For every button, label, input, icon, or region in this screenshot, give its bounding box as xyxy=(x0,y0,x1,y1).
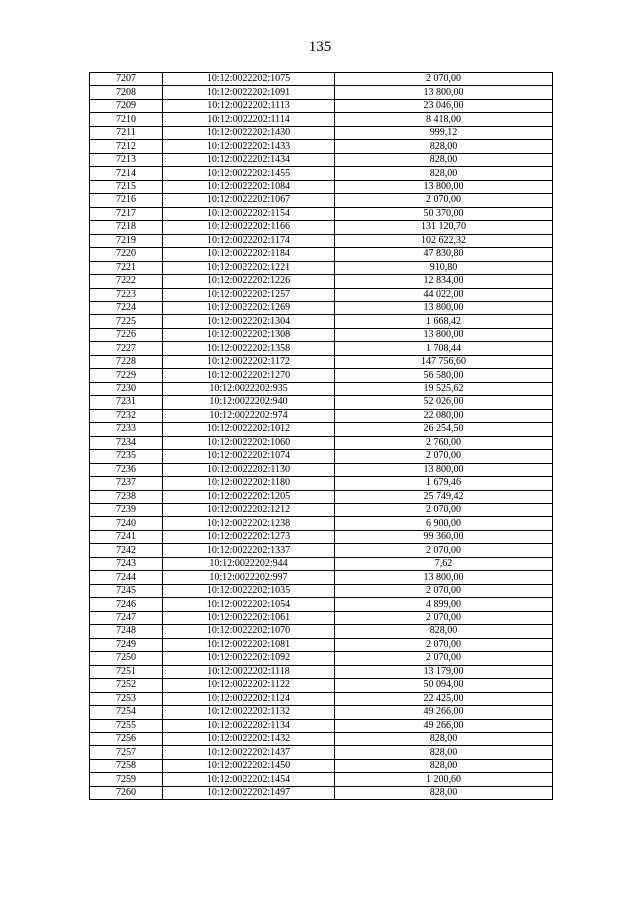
row-number-cell: 7242 xyxy=(90,544,163,557)
amount-cell: 828,00 xyxy=(335,625,553,638)
amount-cell: 2 070,00 xyxy=(335,584,553,597)
row-number-cell: 7217 xyxy=(90,207,163,220)
row-number-cell: 7210 xyxy=(90,113,163,126)
cadastral-number-cell: 10:12:0022202:1012 xyxy=(163,423,335,436)
cadastral-number-cell: 10:12:0022202:1124 xyxy=(163,692,335,705)
amount-cell: 131 120,70 xyxy=(335,221,553,234)
cadastral-number-cell: 10:12:0022202:1074 xyxy=(163,450,335,463)
cadastral-number-cell: 10:12:0022202:1184 xyxy=(163,248,335,261)
amount-cell: 12 834,00 xyxy=(335,275,553,288)
cadastral-number-cell: 10:12:0022202:1205 xyxy=(163,490,335,503)
amount-cell: 13 800,00 xyxy=(335,86,553,99)
row-number-cell: 7257 xyxy=(90,746,163,759)
row-number-cell: 7252 xyxy=(90,679,163,692)
table-row xyxy=(90,275,553,288)
amount-cell: 828,00 xyxy=(335,140,553,153)
row-number-cell: 7213 xyxy=(90,153,163,166)
row-number-cell: 7249 xyxy=(90,638,163,651)
table-row xyxy=(90,692,553,705)
table-row xyxy=(90,396,553,409)
table-row xyxy=(90,625,553,638)
amount-cell: 2 070,00 xyxy=(335,652,553,665)
cadastral-number-cell: 10:12:0022202:1433 xyxy=(163,140,335,153)
amount-cell: 49 266,00 xyxy=(335,719,553,732)
amount-cell: 22 425,00 xyxy=(335,692,553,705)
amount-cell: 102 622,32 xyxy=(335,234,553,247)
row-number-cell: 7239 xyxy=(90,504,163,517)
table-row xyxy=(90,99,553,112)
amount-cell: 13 800,00 xyxy=(335,180,553,193)
table-body xyxy=(90,73,553,800)
amount-cell: 1 679,46 xyxy=(335,477,553,490)
row-number-cell: 7250 xyxy=(90,652,163,665)
table-row xyxy=(90,73,553,86)
table-row xyxy=(90,328,553,341)
cadastral-number-cell: 10:12:0022202:944 xyxy=(163,557,335,570)
row-number-cell: 7223 xyxy=(90,288,163,301)
cadastral-number-cell: 10:12:0022202:1221 xyxy=(163,261,335,274)
cadastral-number-cell: 10:12:0022202:1114 xyxy=(163,113,335,126)
table-row xyxy=(90,504,553,517)
row-number-cell: 7241 xyxy=(90,530,163,543)
cadastral-number-cell: 10:12:0022202:1432 xyxy=(163,732,335,745)
amount-cell: 49 266,00 xyxy=(335,706,553,719)
row-number-cell: 7214 xyxy=(90,167,163,180)
amount-cell: 56 580,00 xyxy=(335,369,553,382)
cadastral-number-cell: 10:12:0022202:1174 xyxy=(163,234,335,247)
row-number-cell: 7208 xyxy=(90,86,163,99)
table-row xyxy=(90,409,553,422)
cadastral-number-cell: 10:12:0022202:1061 xyxy=(163,611,335,624)
cadastral-number-cell: 10:12:0022202:997 xyxy=(163,571,335,584)
row-number-cell: 7246 xyxy=(90,598,163,611)
row-number-cell: 7228 xyxy=(90,355,163,368)
cadastral-number-cell: 10:12:0022202:1238 xyxy=(163,517,335,530)
table-row xyxy=(90,436,553,449)
table-row xyxy=(90,450,553,463)
amount-cell: 2 070,00 xyxy=(335,194,553,207)
table-row xyxy=(90,194,553,207)
table-row xyxy=(90,301,553,314)
amount-cell: 50 094,00 xyxy=(335,679,553,692)
amount-cell: 13 800,00 xyxy=(335,571,553,584)
table-row xyxy=(90,113,553,126)
cadastral-number-cell: 10:12:0022202:974 xyxy=(163,409,335,422)
amount-cell: 2 070,00 xyxy=(335,611,553,624)
row-number-cell: 7226 xyxy=(90,328,163,341)
cadastral-number-cell: 10:12:0022202:1132 xyxy=(163,706,335,719)
row-number-cell: 7258 xyxy=(90,759,163,772)
cadastral-number-cell: 10:12:0022202:1308 xyxy=(163,328,335,341)
row-number-cell: 7221 xyxy=(90,261,163,274)
cadastral-number-cell: 10:12:0022202:1130 xyxy=(163,463,335,476)
cadastral-number-cell: 10:12:0022202:1430 xyxy=(163,126,335,139)
amount-cell: 22 080,00 xyxy=(335,409,553,422)
table-row xyxy=(90,571,553,584)
table-row xyxy=(90,315,553,328)
amount-cell: 828,00 xyxy=(335,786,553,799)
cadastral-number-cell: 10:12:0022202:1134 xyxy=(163,719,335,732)
row-number-cell: 7235 xyxy=(90,450,163,463)
cadastral-number-cell: 10:12:0022202:1257 xyxy=(163,288,335,301)
table-row xyxy=(90,369,553,382)
table-row xyxy=(90,557,553,570)
row-number-cell: 7259 xyxy=(90,773,163,786)
table-row xyxy=(90,288,553,301)
amount-cell: 47 830,80 xyxy=(335,248,553,261)
amount-cell: 2 760,00 xyxy=(335,436,553,449)
amount-cell: 6 900,00 xyxy=(335,517,553,530)
row-number-cell: 7211 xyxy=(90,126,163,139)
amount-cell: 1 668,42 xyxy=(335,315,553,328)
amount-cell: 1 200,60 xyxy=(335,773,553,786)
table-row xyxy=(90,382,553,395)
cadastral-number-cell: 10:12:0022202:1226 xyxy=(163,275,335,288)
data-table xyxy=(89,72,553,800)
cadastral-number-cell: 10:12:0022202:1434 xyxy=(163,153,335,166)
row-number-cell: 7222 xyxy=(90,275,163,288)
amount-cell: 828,00 xyxy=(335,153,553,166)
row-number-cell: 7219 xyxy=(90,234,163,247)
row-number-cell: 7260 xyxy=(90,786,163,799)
table-row xyxy=(90,126,553,139)
cadastral-number-cell: 10:12:0022202:1172 xyxy=(163,355,335,368)
amount-cell: 1 708,44 xyxy=(335,342,553,355)
table-row xyxy=(90,517,553,530)
table-row xyxy=(90,732,553,745)
cadastral-number-cell: 10:12:0022202:1450 xyxy=(163,759,335,772)
table-row xyxy=(90,530,553,543)
cadastral-number-cell: 10:12:0022202:1154 xyxy=(163,207,335,220)
amount-cell: 50 370,00 xyxy=(335,207,553,220)
amount-cell: 4 899,00 xyxy=(335,598,553,611)
row-number-cell: 7209 xyxy=(90,99,163,112)
table-row xyxy=(90,261,553,274)
row-number-cell: 7220 xyxy=(90,248,163,261)
amount-cell: 2 070,00 xyxy=(335,544,553,557)
row-number-cell: 7253 xyxy=(90,692,163,705)
amount-cell: 2 070,00 xyxy=(335,450,553,463)
table-row xyxy=(90,746,553,759)
amount-cell: 52 026,00 xyxy=(335,396,553,409)
table-row xyxy=(90,679,553,692)
row-number-cell: 7245 xyxy=(90,584,163,597)
cadastral-number-cell: 10:12:0022202:1437 xyxy=(163,746,335,759)
row-number-cell: 7238 xyxy=(90,490,163,503)
table-row xyxy=(90,719,553,732)
amount-cell: 99 360,00 xyxy=(335,530,553,543)
cadastral-number-cell: 10:12:0022202:1455 xyxy=(163,167,335,180)
table-row xyxy=(90,248,553,261)
amount-cell: 7,62 xyxy=(335,557,553,570)
row-number-cell: 7256 xyxy=(90,732,163,745)
table-row xyxy=(90,490,553,503)
amount-cell: 13 800,00 xyxy=(335,301,553,314)
table-row xyxy=(90,180,553,193)
cadastral-number-cell: 10:12:0022202:1270 xyxy=(163,369,335,382)
amount-cell: 2 070,00 xyxy=(335,638,553,651)
table-row xyxy=(90,706,553,719)
cadastral-number-cell: 10:12:0022202:1269 xyxy=(163,301,335,314)
table-row xyxy=(90,86,553,99)
row-number-cell: 7232 xyxy=(90,409,163,422)
amount-cell: 2 070,00 xyxy=(335,504,553,517)
row-number-cell: 7224 xyxy=(90,301,163,314)
amount-cell: 44 022,00 xyxy=(335,288,553,301)
row-number-cell: 7237 xyxy=(90,477,163,490)
table-row xyxy=(90,544,553,557)
row-number-cell: 7244 xyxy=(90,571,163,584)
amount-cell: 828,00 xyxy=(335,732,553,745)
row-number-cell: 7251 xyxy=(90,665,163,678)
amount-cell: 25 749,42 xyxy=(335,490,553,503)
table-row xyxy=(90,584,553,597)
cadastral-number-cell: 10:12:0022202:1118 xyxy=(163,665,335,678)
table-row xyxy=(90,786,553,799)
table-row xyxy=(90,598,553,611)
table-row xyxy=(90,153,553,166)
cadastral-number-cell: 10:12:0022202:1337 xyxy=(163,544,335,557)
row-number-cell: 7231 xyxy=(90,396,163,409)
amount-cell: 828,00 xyxy=(335,746,553,759)
cadastral-number-cell: 10:12:0022202:1092 xyxy=(163,652,335,665)
amount-cell: 19 525,62 xyxy=(335,382,553,395)
row-number-cell: 7254 xyxy=(90,706,163,719)
cadastral-number-cell: 10:12:0022202:1113 xyxy=(163,99,335,112)
amount-cell: 23 046,00 xyxy=(335,99,553,112)
table-row xyxy=(90,207,553,220)
table-row xyxy=(90,140,553,153)
cadastral-number-cell: 10:12:0022202:1060 xyxy=(163,436,335,449)
row-number-cell: 7243 xyxy=(90,557,163,570)
row-number-cell: 7216 xyxy=(90,194,163,207)
cadastral-number-cell: 10:12:0022202:1273 xyxy=(163,530,335,543)
row-number-cell: 7233 xyxy=(90,423,163,436)
row-number-cell: 7207 xyxy=(90,73,163,86)
row-number-cell: 7240 xyxy=(90,517,163,530)
cadastral-number-cell: 10:12:0022202:1067 xyxy=(163,194,335,207)
row-number-cell: 7247 xyxy=(90,611,163,624)
row-number-cell: 7248 xyxy=(90,625,163,638)
cadastral-number-cell: 10:12:0022202:1081 xyxy=(163,638,335,651)
row-number-cell: 7218 xyxy=(90,221,163,234)
table-row xyxy=(90,234,553,247)
cadastral-number-cell: 10:12:0022202:935 xyxy=(163,382,335,395)
table-row xyxy=(90,221,553,234)
table-row xyxy=(90,355,553,368)
table-row xyxy=(90,342,553,355)
amount-cell: 13 179,00 xyxy=(335,665,553,678)
cadastral-number-cell: 10:12:0022202:1075 xyxy=(163,73,335,86)
cadastral-number-cell: 10:12:0022202:1091 xyxy=(163,86,335,99)
row-number-cell: 7215 xyxy=(90,180,163,193)
cadastral-number-cell: 10:12:0022202:1035 xyxy=(163,584,335,597)
cadastral-number-cell: 10:12:0022202:1497 xyxy=(163,786,335,799)
row-number-cell: 7230 xyxy=(90,382,163,395)
cadastral-number-cell: 10:12:0022202:1070 xyxy=(163,625,335,638)
row-number-cell: 7227 xyxy=(90,342,163,355)
row-number-cell: 7255 xyxy=(90,719,163,732)
cadastral-number-cell: 10:12:0022202:1122 xyxy=(163,679,335,692)
cadastral-number-cell: 10:12:0022202:1054 xyxy=(163,598,335,611)
table-row xyxy=(90,477,553,490)
table-row xyxy=(90,611,553,624)
row-number-cell: 7212 xyxy=(90,140,163,153)
amount-cell: 13 800,00 xyxy=(335,463,553,476)
table-row xyxy=(90,423,553,436)
amount-cell: 828,00 xyxy=(335,759,553,772)
amount-cell: 13 800,00 xyxy=(335,328,553,341)
cadastral-number-cell: 10:12:0022202:940 xyxy=(163,396,335,409)
page-number: 135 xyxy=(308,39,332,55)
table-row xyxy=(90,638,553,651)
table-row xyxy=(90,167,553,180)
table-row xyxy=(90,665,553,678)
amount-cell: 147 756,60 xyxy=(335,355,553,368)
row-number-cell: 7225 xyxy=(90,315,163,328)
amount-cell: 26 254,50 xyxy=(335,423,553,436)
amount-cell: 828,00 xyxy=(335,167,553,180)
row-number-cell: 7234 xyxy=(90,436,163,449)
cadastral-number-cell: 10:12:0022202:1166 xyxy=(163,221,335,234)
row-number-cell: 7236 xyxy=(90,463,163,476)
cadastral-number-cell: 10:12:0022202:1180 xyxy=(163,477,335,490)
table-row xyxy=(90,652,553,665)
amount-cell: 2 070,00 xyxy=(335,73,553,86)
table-row xyxy=(90,463,553,476)
amount-cell: 999,12 xyxy=(335,126,553,139)
cadastral-number-cell: 10:12:0022202:1454 xyxy=(163,773,335,786)
cadastral-number-cell: 10:12:0022202:1212 xyxy=(163,504,335,517)
amount-cell: 8 418,00 xyxy=(335,113,553,126)
cadastral-number-cell: 10:12:0022202:1304 xyxy=(163,315,335,328)
cadastral-number-cell: 10:12:0022202:1358 xyxy=(163,342,335,355)
table-row xyxy=(90,759,553,772)
cadastral-number-cell: 10:12:0022202:1084 xyxy=(163,180,335,193)
table-row xyxy=(90,773,553,786)
row-number-cell: 7229 xyxy=(90,369,163,382)
amount-cell: 910,80 xyxy=(335,261,553,274)
